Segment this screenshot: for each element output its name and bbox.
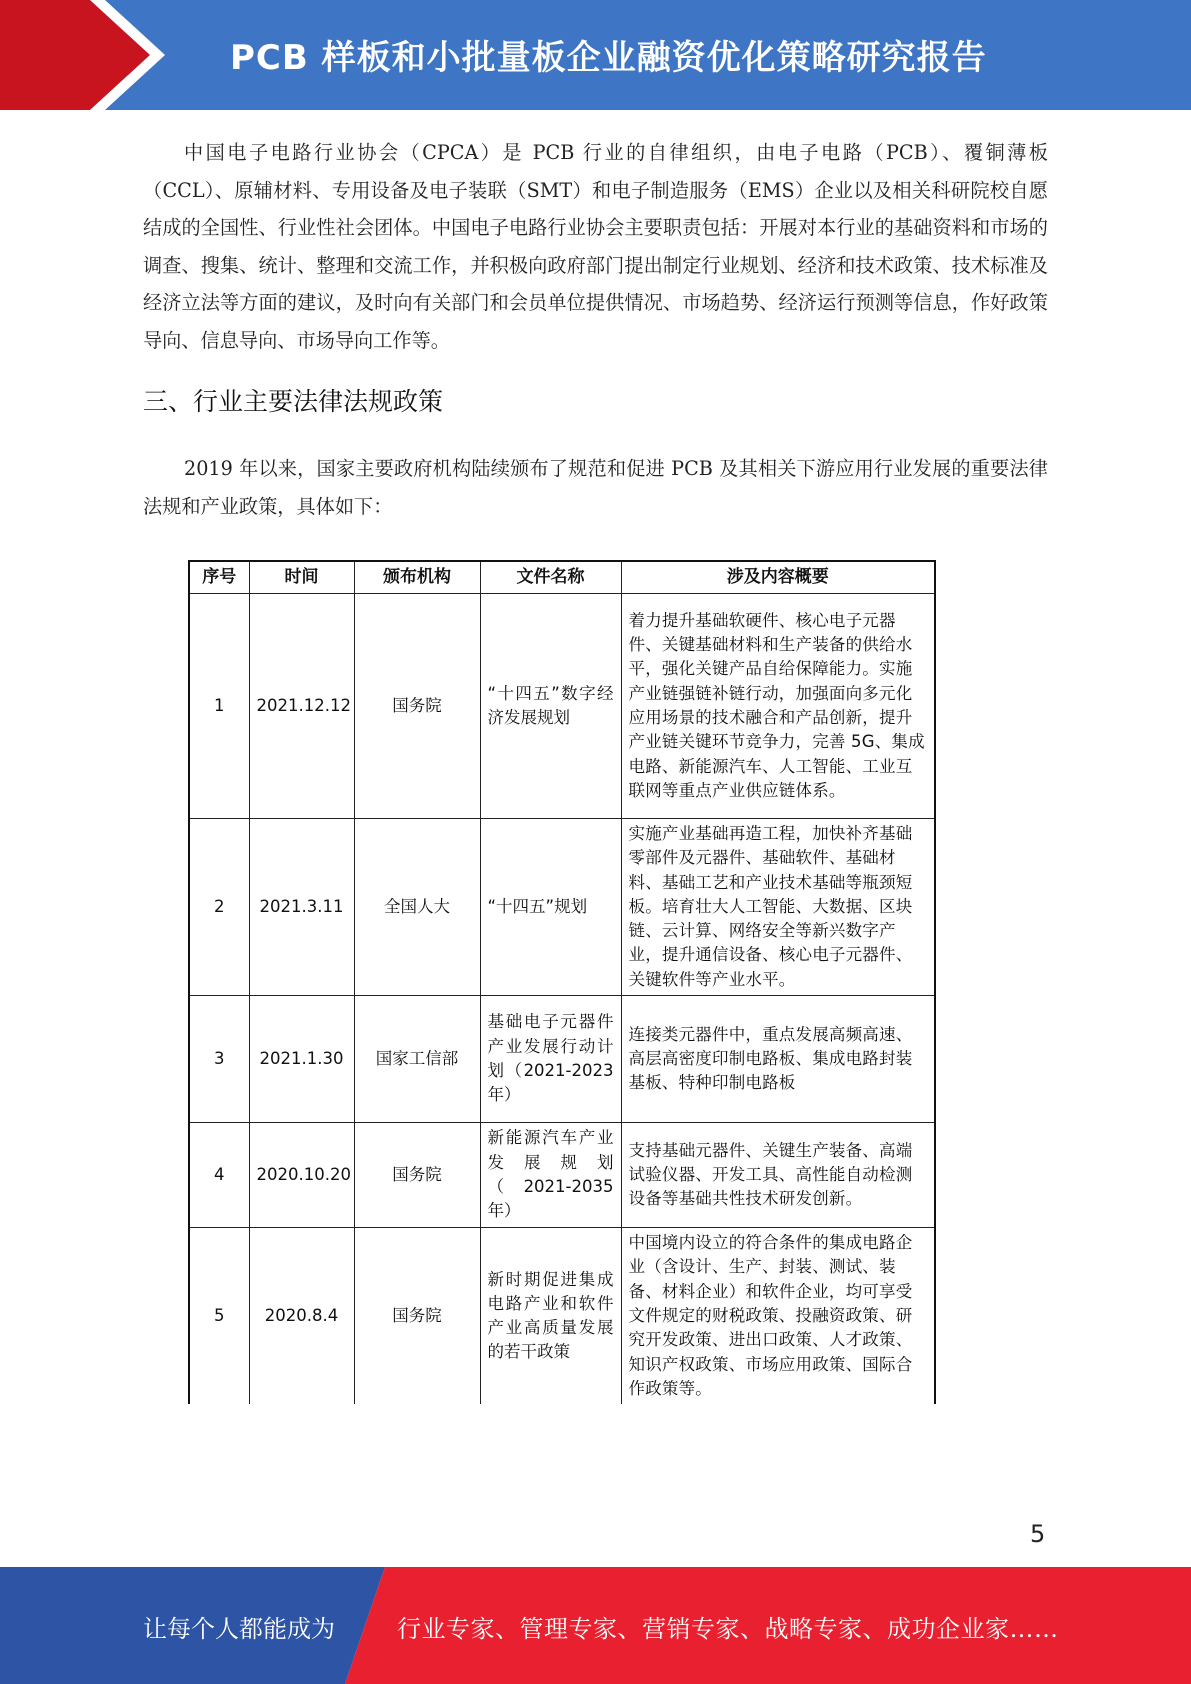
- page-footer: [0, 1567, 1191, 1684]
- page-header: [0, 0, 1191, 110]
- row-agency: 全国人大: [354, 819, 480, 996]
- table-row: [189, 1123, 935, 1228]
- row-summary: 连接类元器件中，重点发展高频高速、高层高密度印制电路板、集成电路封装基板、特种印制电路板: [621, 996, 935, 1123]
- row-date: 2021.1.30: [249, 996, 354, 1123]
- row-no: 3: [189, 996, 249, 1123]
- row-summary: 支持基础元器件、关键生产装备、高端试验仪器、开发工具、高性能自动检测设备等基础共性技术研发创新。: [621, 1123, 935, 1228]
- row-no: 4: [189, 1123, 249, 1228]
- row-date: 2021.12.12: [249, 594, 354, 819]
- header-document: 文件名称: [480, 561, 621, 594]
- row-document: 新能源汽车产业发展规划（2021-2035年）: [480, 1123, 621, 1228]
- footer-slogan-right: 行业专家、管理专家、营销专家、战略专家、成功企业家……: [397, 1615, 1059, 1643]
- row-agency: 国务院: [354, 1123, 480, 1228]
- row-date: 2020.8.4: [249, 1228, 354, 1405]
- table-row: [189, 594, 935, 819]
- header-no: 序号: [189, 561, 249, 594]
- row-document: “十四五”数字经济发展规划: [480, 594, 621, 819]
- row-no: 5: [189, 1228, 249, 1405]
- section-heading: 三、行业主要法律法规政策: [143, 387, 444, 416]
- row-agency: 国务院: [354, 1228, 480, 1405]
- row-no: 1: [189, 594, 249, 819]
- policy-table: [188, 560, 936, 1404]
- row-no: 2: [189, 819, 249, 996]
- table-header-row: [189, 561, 935, 594]
- page-number: 5: [1030, 1520, 1046, 1548]
- row-date: 2020.10.20: [249, 1123, 354, 1228]
- header-summary: 涉及内容概要: [621, 561, 935, 594]
- row-summary: 中国境内设立的符合条件的集成电路企业（含设计、生产、封装、测试、装备、材料企业）和软件企业，均可享受文件规定的财税政策、投融资政策、研究开发政策、进出口政策、人才政策、知识产权政策、市场应用政策、国际合作政策等。: [621, 1228, 935, 1405]
- header-agency: 颁布机构: [354, 561, 480, 594]
- row-agency: 国家工信部: [354, 996, 480, 1123]
- row-summary: 着力提升基础软硬件、核心电子元器件、关键基础材料和生产装备的供给水平，强化关键产品自给保障能力。实施产业链强链补链行动，加强面向多元化应用场景的技术融合和产品创新，提升产业链关键环节竞争力，完善 5G、集成电路、新能源汽车、人工智能、工业互联网等重点产业供应链体系。: [621, 594, 935, 819]
- header-date: 时间: [249, 561, 354, 594]
- table-row: [189, 996, 935, 1123]
- footer-slogan-left: 让每个人都能成为: [143, 1615, 335, 1643]
- row-agency: 国务院: [354, 594, 480, 819]
- row-date: 2021.3.11: [249, 819, 354, 996]
- intro-paragraph: 中国电子电路行业协会（CPCA）是 PCB 行业的自律组织，由电子电路（PCB）、覆铜薄板（CCL）、原辅材料、专用设备及电子装联（SMT）和电子制造服务（EMS）企业以及相关科研院校自愿结成的全国性、行业性社会团体。中国电子电路行业协会主要职责包括：开展对本行业的基础资料和市场的调查、搜集、统计、整理和交流工作，并积极向政府部门提出制定行业规划、经济和技术政策、技术标准及经济立法等方面的建议，及时向有关部门和会员单位提供情况、市场趋势、经济运行预测等信息，作好政策导向、信息导向、市场导向工作等。: [143, 141, 1048, 352]
- row-document: 新时期促进集成电路产业和软件产业高质量发展的若干政策: [480, 1228, 621, 1405]
- policy-intro-paragraph: 2019 年以来，国家主要政府机构陆续颁布了规范和促进 PCB 及其相关下游应用行业发展的重要法律法规和产业政策，具体如下：: [143, 457, 1048, 518]
- row-summary: 实施产业基础再造工程，加快补齐基础零部件及元器件、基础软件、基础材料、基础工艺和产业技术基础等瓶颈短板。培育壮大人工智能、大数据、区块链、云计算、网络安全等新兴数字产业，提升通信设备、核心电子元器件、关键软件等产业水平。: [621, 819, 935, 996]
- table-row: [189, 1228, 935, 1405]
- row-document: 基础电子元器件产业发展行动计划（2021-2023年）: [480, 996, 621, 1123]
- report-title: PCB 样板和小批量板企业融资优化策略研究报告: [230, 38, 987, 78]
- row-document: “十四五”规划: [480, 819, 621, 996]
- table-row: [189, 819, 935, 996]
